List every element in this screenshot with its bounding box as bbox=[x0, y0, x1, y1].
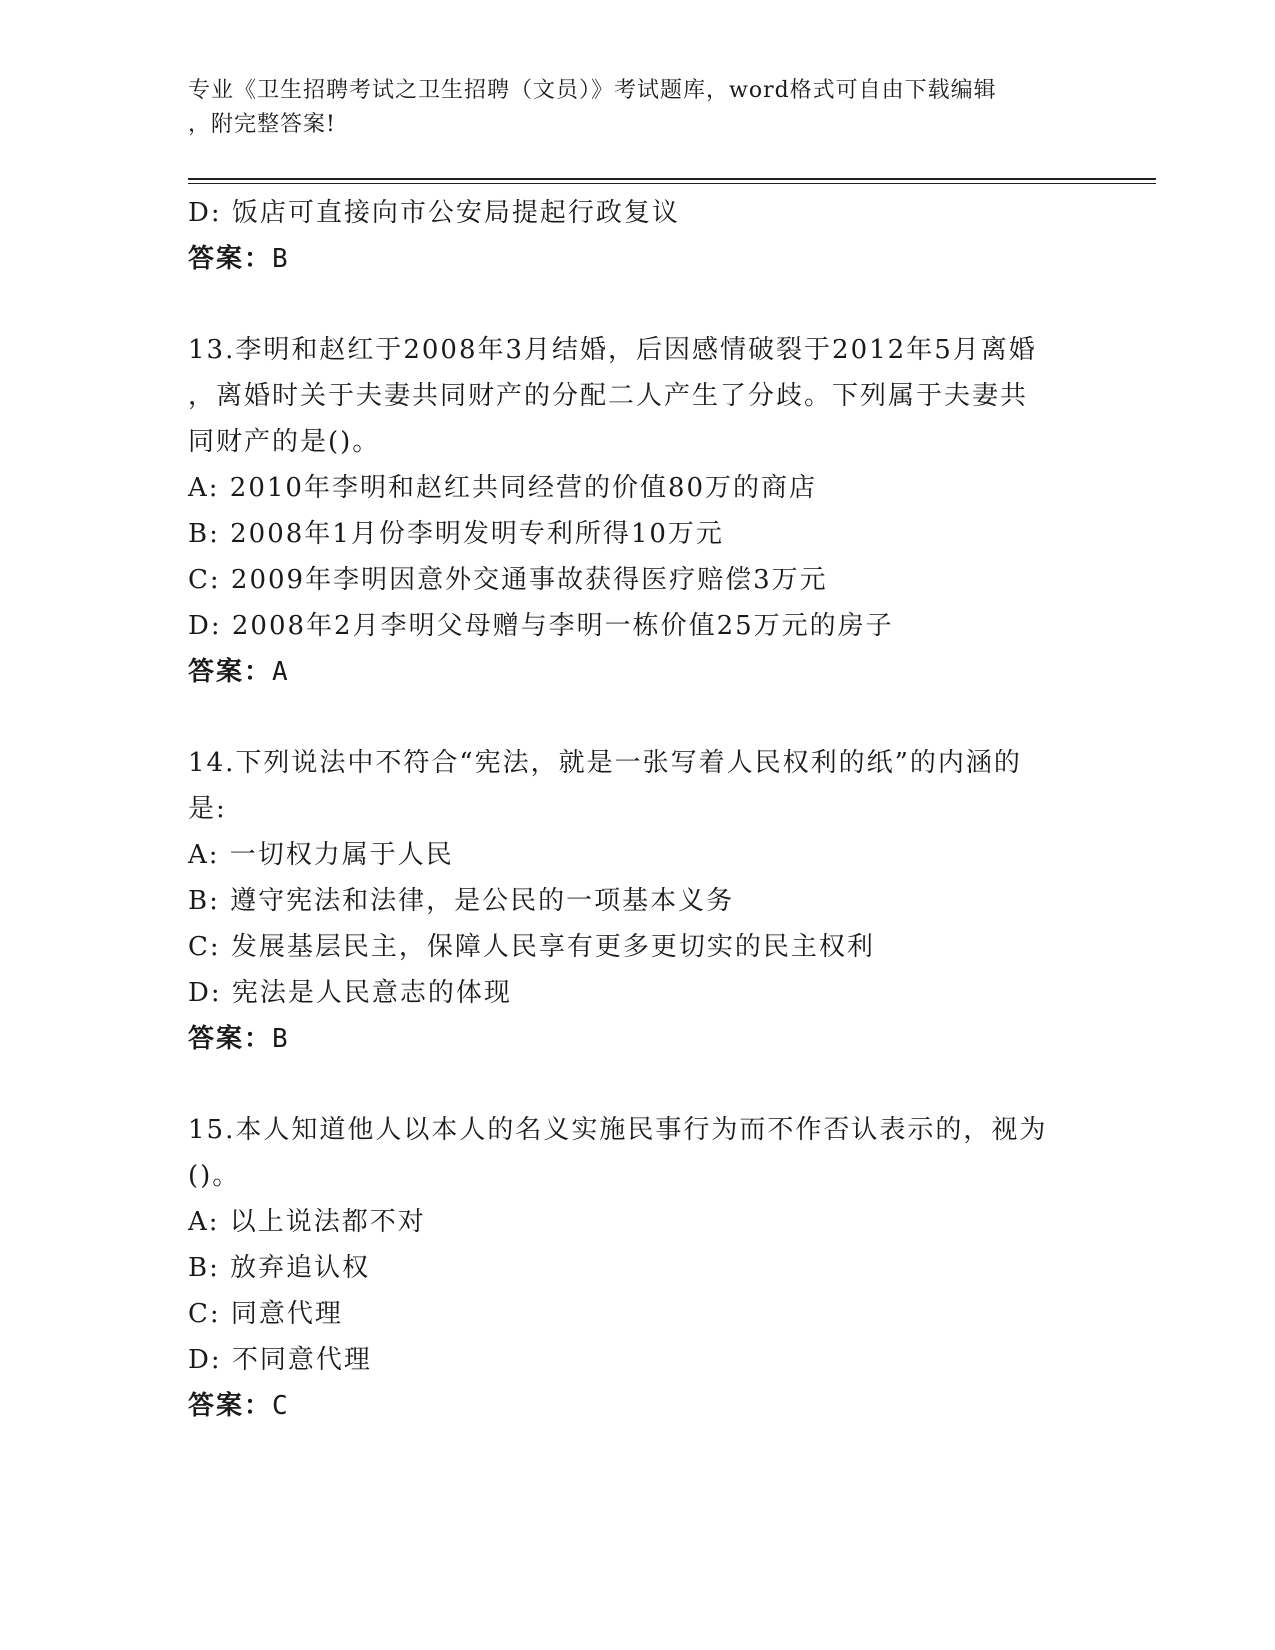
option-b: B: 遵守宪法和法律，是公民的一项基本义务 bbox=[188, 886, 735, 916]
document-body bbox=[188, 190, 1148, 1429]
question-stem-line: 15.本人知道他人以本人的名义实施民事行为而不作否认表示的，视为 bbox=[188, 1115, 1048, 1145]
option-c: C: 同意代理 bbox=[188, 1299, 343, 1329]
option-d: D: 宪法是人民意志的体现 bbox=[188, 978, 512, 1008]
option-b: B: 2008年1月份李明发明专利所得10万元 bbox=[188, 519, 724, 549]
question-stem-line: 13.李明和赵红于2008年3月结婚，后因感情破裂于2012年5月离婚 bbox=[188, 335, 1037, 365]
question-stem-line: 同财产的是()。 bbox=[188, 427, 381, 457]
question-15 bbox=[188, 1107, 1148, 1429]
question-stem-line: ，离婚时关于夫妻共同财产的分配二人产生了分歧。下列属于夫妻共 bbox=[188, 381, 1029, 411]
option-b: B: 放弃追认权 bbox=[188, 1253, 371, 1283]
question-stem-line: 是: bbox=[188, 794, 227, 824]
answer bbox=[188, 1383, 1148, 1429]
answer-value: B bbox=[272, 244, 290, 274]
question-13 bbox=[188, 327, 1148, 695]
option-a: A: 一切权力属于人民 bbox=[188, 840, 454, 870]
option-a: A: 2010年李明和赵红共同经营的价值80万的商店 bbox=[188, 473, 818, 503]
spacer bbox=[188, 282, 1148, 327]
header-line-2: ，附完整答案! bbox=[188, 112, 336, 137]
question-14 bbox=[188, 740, 1148, 1062]
option-a: A: 以上说法都不对 bbox=[188, 1207, 426, 1237]
option-d: D: 2008年2月李明父母赠与李明一栋价值25万元的房子 bbox=[188, 611, 894, 641]
header-rule-thick bbox=[188, 178, 1156, 180]
option-d: D: 不同意代理 bbox=[188, 1345, 372, 1375]
option-c: C: 发展基层民主，保障人民享有更多更切实的民主权利 bbox=[188, 932, 875, 962]
question-stem-line: 14.下列说法中不符合“宪法，就是一张写着人民权利的纸”的内涵的 bbox=[188, 748, 1022, 778]
header-rule-thin bbox=[188, 183, 1156, 184]
document-header bbox=[188, 74, 1088, 142]
question-stem-line: ()。 bbox=[188, 1161, 241, 1191]
spacer bbox=[188, 1062, 1148, 1107]
answer-value: A bbox=[272, 657, 290, 687]
carryover-option-d: D: 饭店可直接向市公安局提起行政复议 bbox=[188, 198, 680, 228]
answer bbox=[188, 649, 1148, 695]
carryover-answer bbox=[188, 236, 1148, 282]
answer bbox=[188, 1016, 1148, 1062]
answer-label: 答案： bbox=[188, 244, 273, 274]
option-c: C: 2009年李明因意外交通事故获得医疗赔偿3万元 bbox=[188, 565, 828, 595]
answer-value: B bbox=[272, 1024, 290, 1054]
answer-label: 答案： bbox=[188, 657, 273, 687]
spacer bbox=[188, 695, 1148, 740]
answer-label: 答案： bbox=[188, 1024, 273, 1054]
answer-value: C bbox=[272, 1391, 290, 1421]
answer-label: 答案： bbox=[188, 1391, 273, 1421]
header-line-1: 专业《卫生招聘考试之卫生招聘（文员）》考试题库，word格式可自由下载编辑 bbox=[188, 78, 997, 103]
